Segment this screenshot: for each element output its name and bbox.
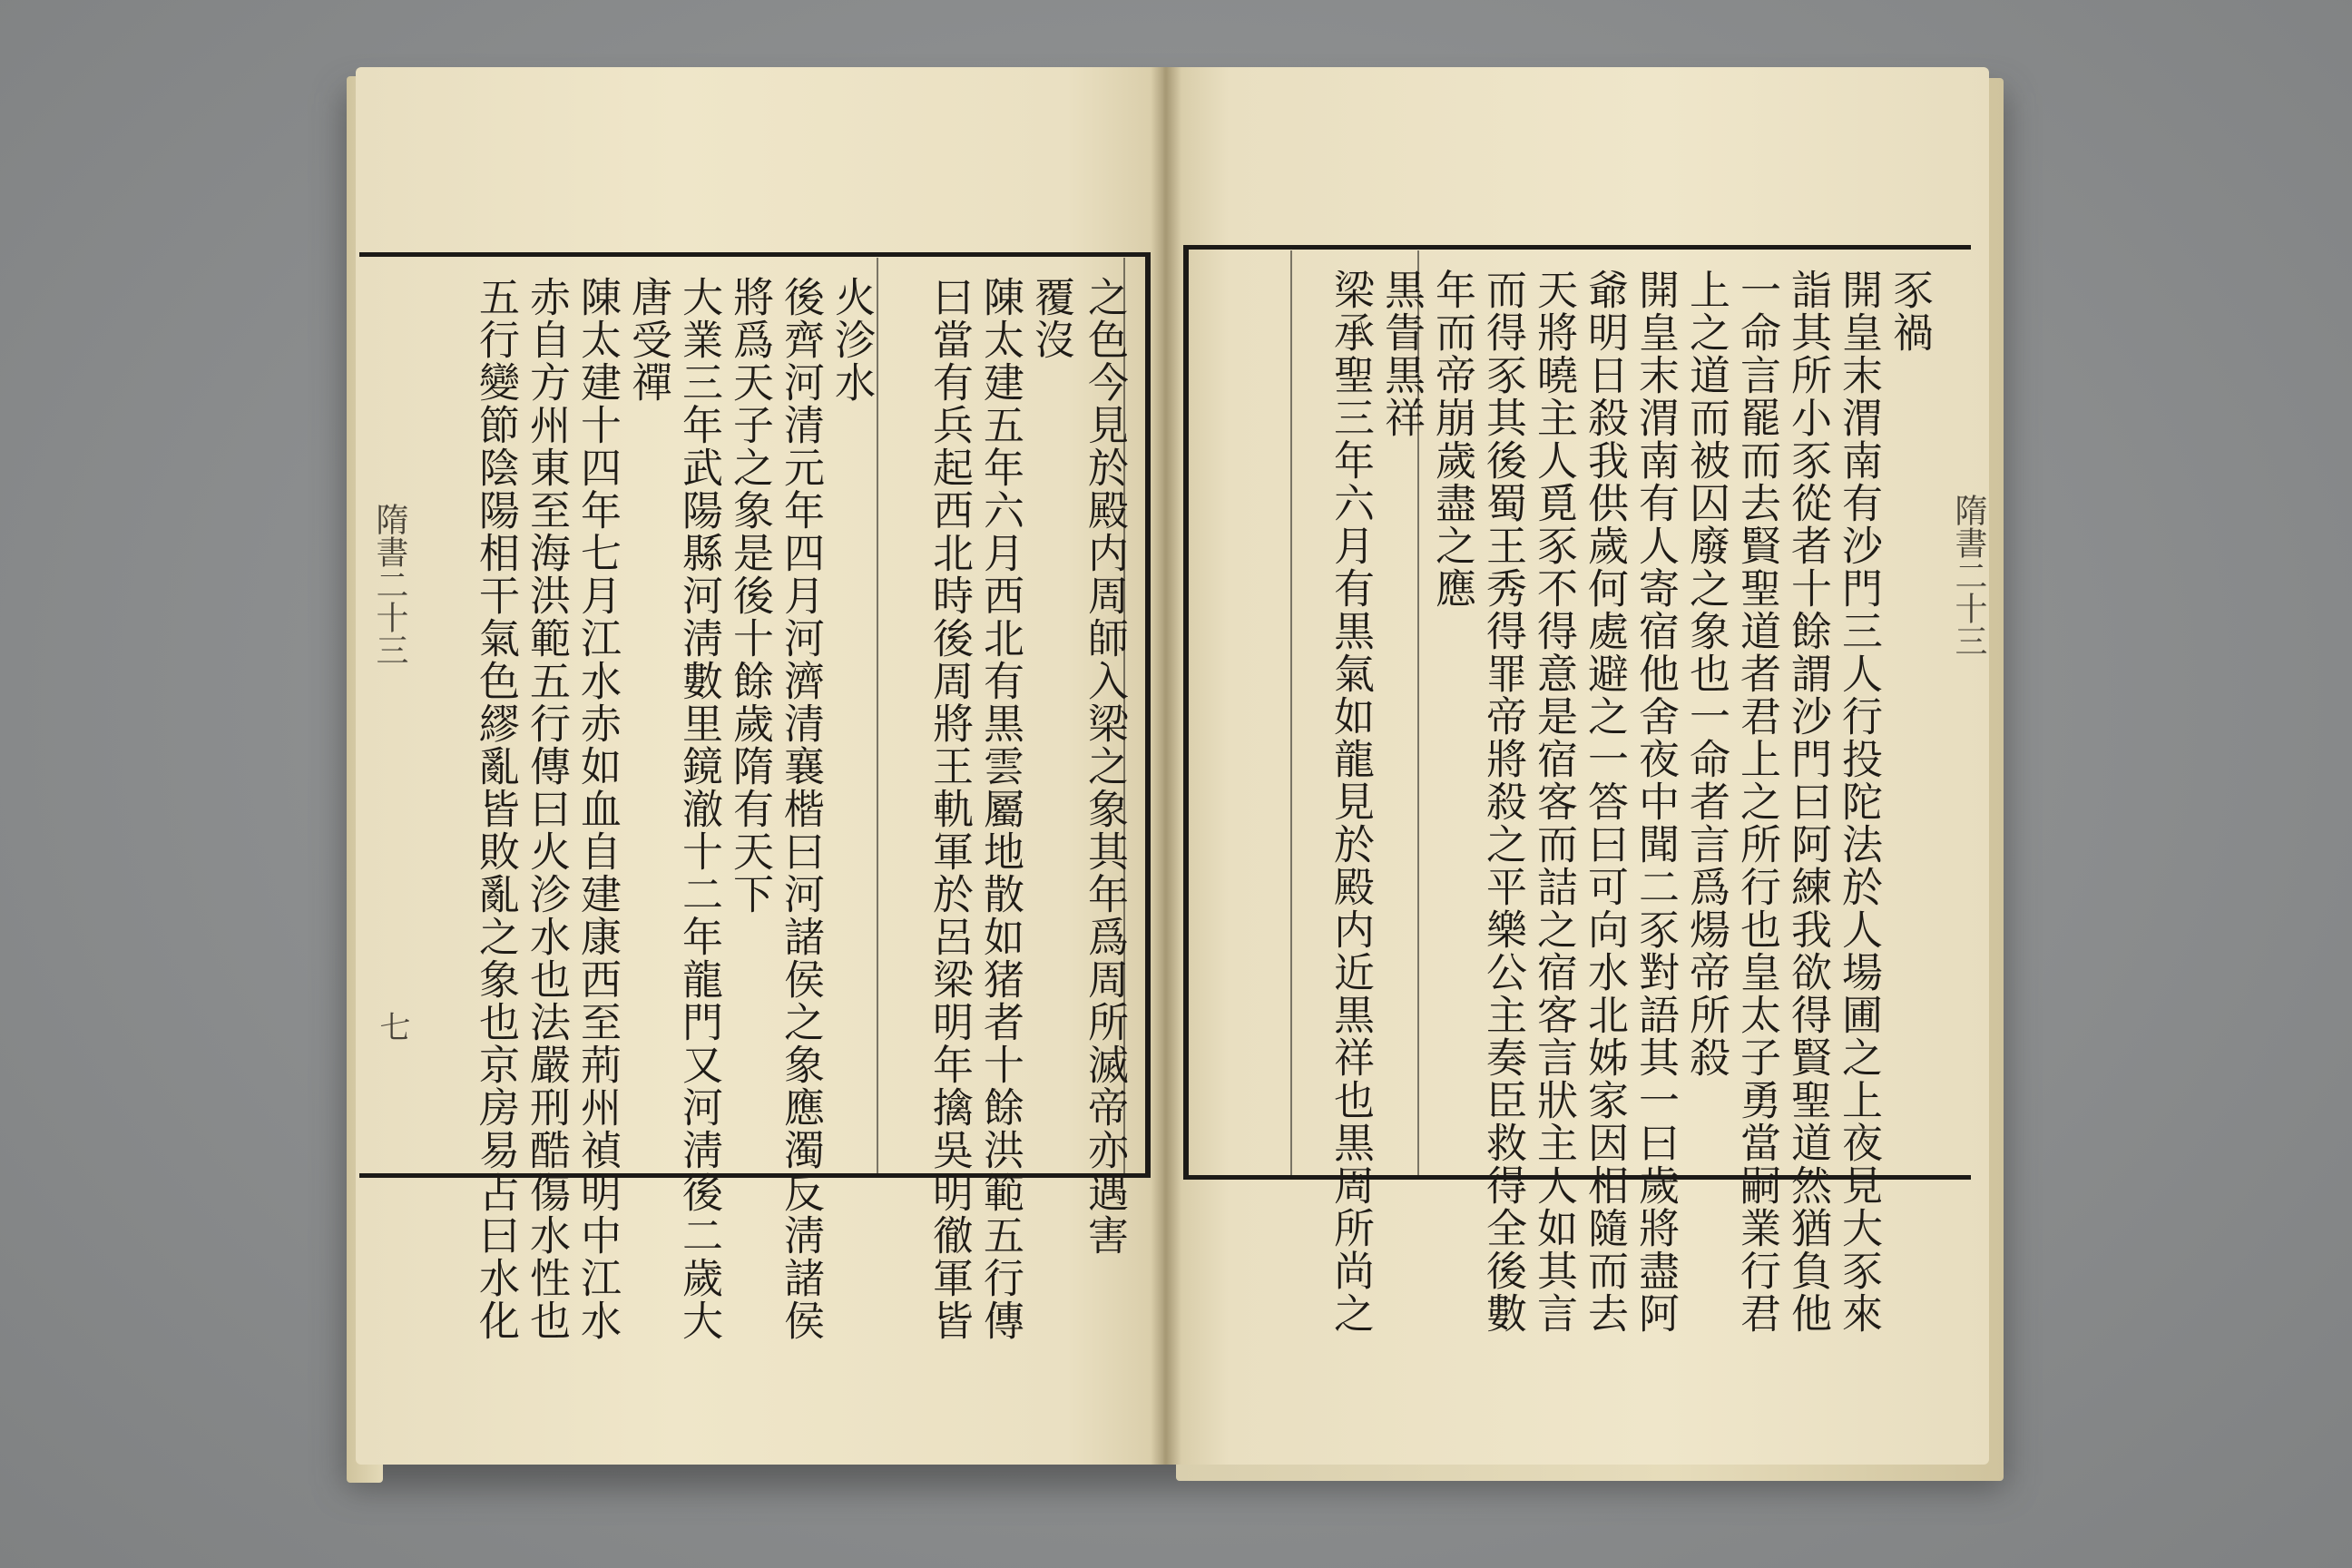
text-column: 而得豕其後蜀王秀得罪帝將殺之平樂公主奏臣救得全後數	[1479, 269, 1527, 1335]
text-column: 覆沒	[1027, 276, 1075, 361]
text-column: 陳太建五年六月西北有黒雲屬地散如猪者十餘洪範五行傳	[976, 276, 1024, 1342]
section-heading: 豕禍	[1886, 269, 1934, 354]
text-column: 上之道而被囚廢之象也一命者言爲煬帝所殺	[1682, 269, 1730, 1079]
right-page	[1163, 67, 1989, 1465]
text-column: 年而帝崩歲盡之應	[1428, 269, 1476, 610]
text-column: 陳太建十四年七月江水赤如血自建康西至荊州禎明中江水	[573, 276, 622, 1342]
text-column: 曰當有兵起西北時後周將王軌軍於呂梁明年擒吳明徹軍皆	[926, 276, 974, 1342]
section-heading: 黒眚黒祥	[1377, 269, 1426, 439]
text-column: 大業三年武陽縣河淸數里鏡澈十二年龍門又河淸後二歲大	[675, 276, 723, 1342]
section-heading: 火沴水	[828, 276, 876, 404]
text-column: 將爲天子之象是後十餘歲隋有天下	[726, 276, 774, 916]
text-column: 之色今見於殿内周師入梁之象其年爲周所滅帝亦遇害	[1081, 276, 1129, 1257]
book-gutter	[1151, 67, 1181, 1465]
left-page	[356, 67, 1163, 1465]
page-number: 七	[374, 1011, 410, 1042]
margin-label: 隋書二十三	[1950, 494, 1987, 657]
text-column: 開皇末渭南有沙門三人行投陀法於人場圃之上夜見大豕來	[1835, 269, 1883, 1335]
text-column: 詣其所小豕從者十餘謂沙門曰阿練我欲得賢聖道然猶負他	[1784, 269, 1832, 1335]
column-rule	[877, 258, 878, 1174]
text-column: 五行變節陰陽相干氣色繆亂皆敗亂之象也京房易占曰水化	[472, 276, 520, 1342]
text-column: 爺明日殺我供歲何處避之一答曰可向水北姊家因相隨而去	[1581, 269, 1629, 1335]
text-column: 一命言罷而去賢聖道者君上之所行也皇太子勇當嗣業行君	[1733, 269, 1781, 1335]
text-column: 梁承聖三年六月有黒氣如龍見於殿内近黒祥也黒周所尚之	[1327, 269, 1375, 1335]
text-column: 唐受禪	[624, 276, 672, 404]
margin-label: 隋書二十三	[371, 503, 408, 666]
column-rule	[1290, 250, 1292, 1176]
text-column: 後齊河清元年四月河濟清襄楷曰河諸侯之象應濁反淸諸侯	[777, 276, 825, 1342]
text-column: 天將曉主人覓豕不得意是宿客而詰之宿客言狀主人如其言	[1530, 269, 1578, 1335]
text-column: 開皇末渭南有人寄宿他舍夜中聞二豕對語其一曰歲將盡阿	[1632, 269, 1680, 1335]
text-column: 赤自方州東至海洪範五行傳曰火沴水也法嚴刑酷傷水性也	[523, 276, 571, 1342]
